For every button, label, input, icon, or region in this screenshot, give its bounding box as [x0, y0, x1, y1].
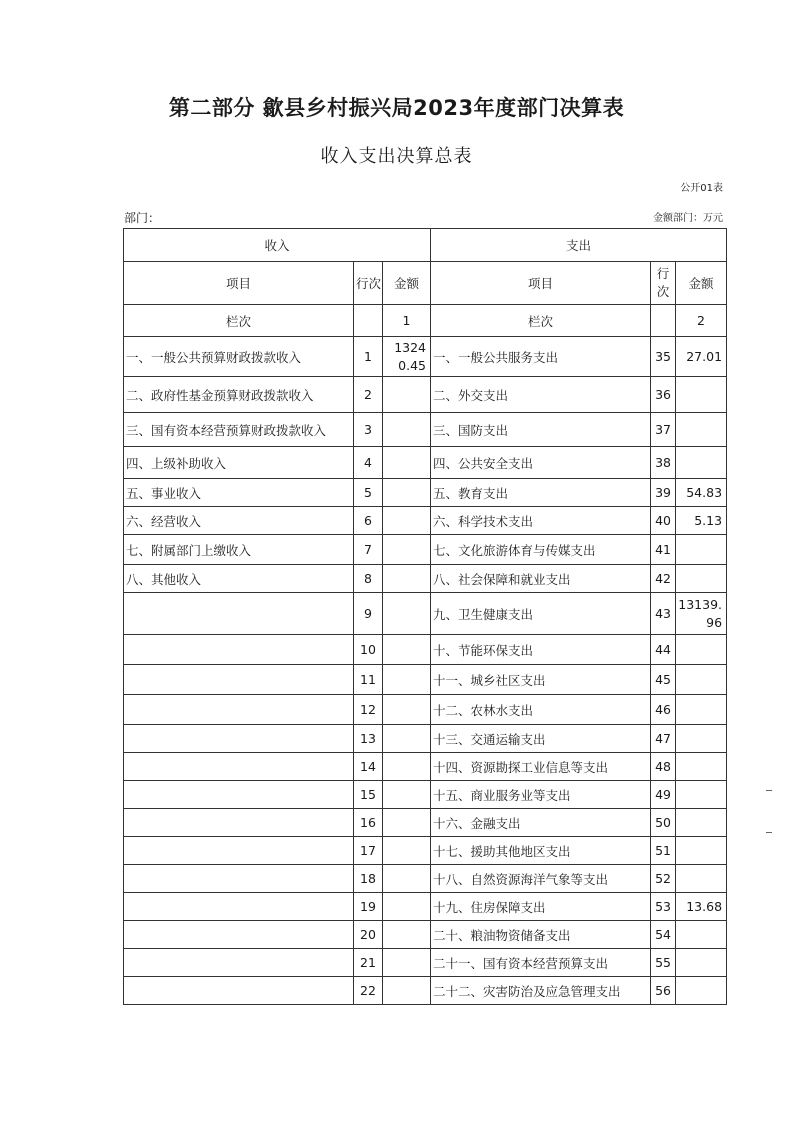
income-row-cell: 12 — [354, 695, 383, 725]
expense-item-cell: 八、社会保障和就业支出 — [431, 565, 651, 593]
income-item-cell — [124, 809, 354, 837]
table-row — [124, 665, 727, 695]
income-amount-cell — [383, 535, 431, 565]
expense-item-cell: 二十一、国有资本经营预算支出 — [431, 949, 651, 977]
income-amount-cell — [383, 949, 431, 977]
income-lanci-amount: 1 — [383, 305, 431, 337]
expense-row-cell: 49 — [651, 781, 676, 809]
table-row — [124, 781, 727, 809]
expense-amount-cell — [676, 977, 727, 1005]
income-amount-cell — [383, 665, 431, 695]
form-number: 公开01表 — [680, 183, 723, 194]
expense-amount-cell: 5.13 — [676, 507, 727, 535]
expense-amount-cell — [676, 781, 727, 809]
income-amount-cell — [383, 809, 431, 837]
income-amount-cell — [383, 413, 431, 447]
income-item-cell — [124, 977, 354, 1005]
income-item-cell: 六、经营收入 — [124, 507, 354, 535]
expense-row-cell: 41 — [651, 535, 676, 565]
expense-row-cell: 42 — [651, 565, 676, 593]
expense-amount-cell — [676, 809, 727, 837]
income-item-cell — [124, 837, 354, 865]
expense-row-cell: 52 — [651, 865, 676, 893]
income-amount-cell — [383, 635, 431, 665]
income-lanci-label: 栏次 — [124, 305, 354, 337]
income-row-cell: 15 — [354, 781, 383, 809]
expense-item-cell: 十三、交通运输支出 — [431, 725, 651, 753]
expense-row-cell: 46 — [651, 695, 676, 725]
income-item-cell: 五、事业收入 — [124, 479, 354, 507]
income-item-cell — [124, 665, 354, 695]
table-row — [124, 695, 727, 725]
expense-amount-cell: 13139.96 — [676, 593, 727, 635]
expense-amount-cell: 54.83 — [676, 479, 727, 507]
table-row — [124, 535, 727, 565]
income-row-cell: 2 — [354, 377, 383, 413]
income-row-cell: 1 — [354, 337, 383, 377]
income-lanci-row-cell — [354, 305, 383, 337]
expense-item-cell: 十九、住房保障支出 — [431, 893, 651, 921]
income-amount-cell — [383, 753, 431, 781]
table-row — [124, 949, 727, 977]
table-row — [124, 635, 727, 665]
income-item-cell: 七、附属部门上缴收入 — [124, 535, 354, 565]
expense-row-cell: 47 — [651, 725, 676, 753]
expense-row-cell: 39 — [651, 479, 676, 507]
expense-amount-cell — [676, 535, 727, 565]
table-row — [124, 413, 727, 447]
income-item-cell: 二、政府性基金预算财政拨款收入 — [124, 377, 354, 413]
expense-row-cell: 40 — [651, 507, 676, 535]
unit-label: 金额部门：万元 — [653, 213, 723, 224]
income-amount-cell — [383, 893, 431, 921]
table-row — [124, 447, 727, 479]
expense-amount-cell — [676, 695, 727, 725]
income-item-cell — [124, 893, 354, 921]
expense-item-cell: 十八、自然资源海洋气象等支出 — [431, 865, 651, 893]
expense-amount-cell: 13.68 — [676, 893, 727, 921]
expense-item-cell: 十一、城乡社区支出 — [431, 665, 651, 695]
income-item-cell — [124, 753, 354, 781]
table-row — [124, 865, 727, 893]
income-header: 收入 — [124, 229, 431, 262]
income-row-cell: 22 — [354, 977, 383, 1005]
expense-row-cell: 44 — [651, 635, 676, 665]
income-item-cell — [124, 781, 354, 809]
income-row-cell: 8 — [354, 565, 383, 593]
section-header-row — [124, 229, 727, 262]
income-amount-cell — [383, 479, 431, 507]
expense-row-header: 行次 — [651, 262, 676, 305]
table-row — [124, 837, 727, 865]
income-amount-cell — [383, 781, 431, 809]
expense-item-cell: 十六、金融支出 — [431, 809, 651, 837]
income-item-cell — [124, 921, 354, 949]
expense-row-cell: 53 — [651, 893, 676, 921]
expense-lanci-amount: 2 — [676, 305, 727, 337]
expense-item-cell: 五、教育支出 — [431, 479, 651, 507]
expense-row-cell: 54 — [651, 921, 676, 949]
expense-item-cell: 六、科学技术支出 — [431, 507, 651, 535]
table-subtitle: 收入支出决算总表 — [320, 146, 473, 167]
income-row-cell: 14 — [354, 753, 383, 781]
income-row-cell: 10 — [354, 635, 383, 665]
expense-item-cell: 二十、粮油物资储备支出 — [431, 921, 651, 949]
expense-item-cell: 二、外交支出 — [431, 377, 651, 413]
expense-header: 支出 — [431, 229, 727, 262]
expense-item-cell: 一、一般公共服务支出 — [431, 337, 651, 377]
expense-amount-cell — [676, 753, 727, 781]
table-row — [124, 479, 727, 507]
income-item-cell: 一、一般公共预算财政拨款收入 — [124, 337, 354, 377]
margin-mark — [766, 832, 772, 833]
income-row-cell: 7 — [354, 535, 383, 565]
expense-amount-cell — [676, 565, 727, 593]
expense-item-cell: 四、公共安全支出 — [431, 447, 651, 479]
income-expense-table — [123, 228, 727, 1005]
expense-amount-cell — [676, 921, 727, 949]
income-item-header: 项目 — [124, 262, 354, 305]
expense-item-cell: 十二、农林水支出 — [431, 695, 651, 725]
income-row-cell: 4 — [354, 447, 383, 479]
income-amount-cell — [383, 695, 431, 725]
income-amount-header: 金额 — [383, 262, 431, 305]
expense-amount-cell — [676, 377, 727, 413]
expense-item-cell: 十、节能环保支出 — [431, 635, 651, 665]
expense-row-cell: 50 — [651, 809, 676, 837]
income-amount-cell — [383, 565, 431, 593]
income-row-cell: 17 — [354, 837, 383, 865]
expense-lanci-row-cell — [651, 305, 676, 337]
income-item-cell: 四、上级补助收入 — [124, 447, 354, 479]
expense-row-cell: 35 — [651, 337, 676, 377]
expense-row-cell: 36 — [651, 377, 676, 413]
table-row — [124, 337, 727, 377]
table-row — [124, 893, 727, 921]
expense-amount-cell — [676, 865, 727, 893]
income-row-header: 行次 — [354, 262, 383, 305]
table-row — [124, 977, 727, 1005]
income-item-cell — [124, 725, 354, 753]
lanci-row — [124, 305, 727, 337]
income-amount-cell — [383, 921, 431, 949]
expense-item-cell: 十五、商业服务业等支出 — [431, 781, 651, 809]
expense-item-cell: 十七、援助其他地区支出 — [431, 837, 651, 865]
income-item-cell: 三、国有资本经营预算财政拨款收入 — [124, 413, 354, 447]
income-item-cell — [124, 593, 354, 635]
expense-row-cell: 38 — [651, 447, 676, 479]
expense-amount-cell — [676, 949, 727, 977]
expense-row-cell: 45 — [651, 665, 676, 695]
income-row-cell: 3 — [354, 413, 383, 447]
expense-item-cell: 三、国防支出 — [431, 413, 651, 447]
income-row-cell: 5 — [354, 479, 383, 507]
income-row-cell: 21 — [354, 949, 383, 977]
income-amount-cell — [383, 837, 431, 865]
income-amount-cell — [383, 977, 431, 1005]
income-item-cell: 八、其他收入 — [124, 565, 354, 593]
expense-row-cell: 37 — [651, 413, 676, 447]
income-amount-cell — [383, 507, 431, 535]
page-title: 第二部分 歙县乡村振兴局2023年度部门决算表 — [168, 96, 625, 120]
expense-item-cell: 二十二、灾害防治及应急管理支出 — [431, 977, 651, 1005]
expense-row-cell: 43 — [651, 593, 676, 635]
income-row-cell: 18 — [354, 865, 383, 893]
income-row-cell: 13 — [354, 725, 383, 753]
table-row — [124, 725, 727, 753]
expense-item-cell: 十四、资源勘探工业信息等支出 — [431, 753, 651, 781]
table-row — [124, 565, 727, 593]
expense-row-cell: 55 — [651, 949, 676, 977]
income-amount-cell: 13240.45 — [383, 337, 431, 377]
income-amount-cell — [383, 725, 431, 753]
income-row-cell: 11 — [354, 665, 383, 695]
expense-item-cell: 九、卫生健康支出 — [431, 593, 651, 635]
income-item-cell — [124, 695, 354, 725]
column-header-row — [124, 262, 727, 305]
expense-amount-cell — [676, 837, 727, 865]
table-row — [124, 753, 727, 781]
table-row — [124, 809, 727, 837]
expense-amount-cell — [676, 635, 727, 665]
income-item-cell — [124, 635, 354, 665]
expense-amount-cell — [676, 413, 727, 447]
income-amount-cell — [383, 447, 431, 479]
income-row-cell: 19 — [354, 893, 383, 921]
table-row — [124, 921, 727, 949]
income-amount-cell — [383, 865, 431, 893]
expense-amount-header: 金额 — [676, 262, 727, 305]
income-amount-cell — [383, 377, 431, 413]
expense-item-header: 项目 — [431, 262, 651, 305]
expense-amount-cell: 27.01 — [676, 337, 727, 377]
department-label: 部门： — [124, 211, 161, 225]
expense-amount-cell — [676, 447, 727, 479]
table-row — [124, 507, 727, 535]
income-amount-cell — [383, 593, 431, 635]
income-item-cell — [124, 949, 354, 977]
expense-row-cell: 56 — [651, 977, 676, 1005]
margin-mark — [766, 790, 772, 791]
expense-lanci-label: 栏次 — [431, 305, 651, 337]
expense-row-cell: 48 — [651, 753, 676, 781]
table-row — [124, 593, 727, 635]
income-row-cell: 20 — [354, 921, 383, 949]
expense-amount-cell — [676, 665, 727, 695]
expense-row-cell: 51 — [651, 837, 676, 865]
expense-amount-cell — [676, 725, 727, 753]
income-row-cell: 6 — [354, 507, 383, 535]
income-row-cell: 16 — [354, 809, 383, 837]
expense-item-cell: 七、文化旅游体育与传媒支出 — [431, 535, 651, 565]
income-row-cell: 9 — [354, 593, 383, 635]
income-item-cell — [124, 865, 354, 893]
table-row — [124, 377, 727, 413]
